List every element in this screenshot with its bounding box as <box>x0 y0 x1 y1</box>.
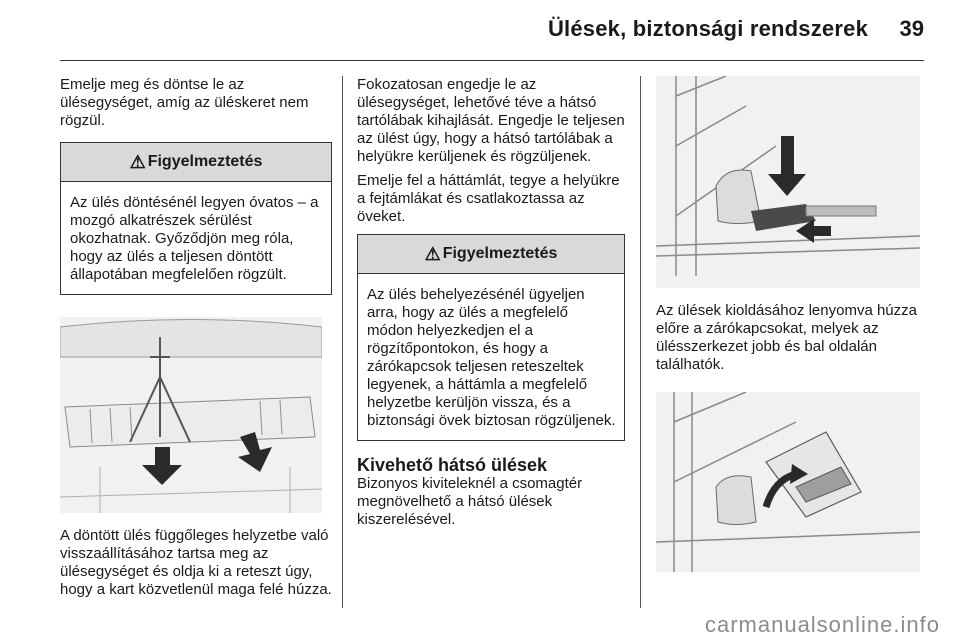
warning-text: Az ülés behelyezésénél ügyeljen arra, hogy az ülés a megfelelő módon helyezkedjen el a rögzítőpontokon, és hogy a zárókapcsok teljesen reteszeltek legyenek, a háttámla a megfelelő helyzetbe kerüljön vissza, és a biztonsági övek biztosan rögzüljenek. <box>367 286 616 429</box>
warning-box <box>357 234 625 441</box>
warning-box <box>60 142 332 295</box>
column-2 <box>357 76 625 529</box>
warning-header <box>358 235 624 274</box>
page-number: 39 <box>899 16 924 41</box>
latch-lift-illustration <box>656 392 920 572</box>
paragraph: Az ülések kioldásához lenyomva húzza előre a zárókapcsokat, melyek az ülésszerkezet jobb és bal oldalán találhatók. <box>656 302 917 373</box>
latch-press-illustration <box>656 76 920 288</box>
paragraph: Bizonyos kiviteleknél a csomagtér megnövelhető a hátsó ülések kiszerelésével. <box>357 475 583 528</box>
warning-triangle-icon: ⚠ <box>424 244 441 264</box>
column-1 <box>60 76 332 599</box>
paragraph: Emelje meg és döntse le az ülésegységet, amíg az üléskeret nem rögzül. <box>60 76 309 129</box>
column-divider-2 <box>640 76 641 608</box>
warning-title: Figyelmeztetés <box>147 153 263 170</box>
warning-title: Figyelmeztetés <box>442 245 558 262</box>
watermark: carmanualsonline.info <box>704 612 940 637</box>
paragraph: Fokozatosan engedje le az ülésegységet, lehetővé téve a hátsó tartólábak kihajlását. Engedje le teljesen az ülést úgy, hogy a hátsó tartólábak a helyükre kerüljenek és rögzüljenek. <box>357 76 625 165</box>
paragraph: A döntött ülés függőleges helyzetbe való visszaállításához tartsa meg az ülésegységet és oldja ki a reteszt úgy, hogy a kart közvetlenül maga felé húzza. <box>60 527 332 598</box>
warning-header <box>61 143 331 182</box>
paragraph: Emelje fel a háttámlát, tegye a helyükre a fejtámlákat és csatlakoztassa az öveket. <box>357 172 620 225</box>
column-3 <box>656 76 928 572</box>
header-title: Ülések, biztonsági rendszerek <box>547 16 868 41</box>
column-divider-1 <box>342 76 343 608</box>
warning-text: Az ülés döntésénél legyen óvatos – a mozgó alkatrészek sérülést okozhatnak. Győződjön meg róla, hogy az ülés a teljesen döntött állapotában megfelelően rögzült. <box>70 194 319 283</box>
header-rule <box>60 60 924 61</box>
seat-fold-illustration <box>60 317 322 513</box>
section-title: Kivehető hátsó ülések <box>357 455 548 475</box>
warning-triangle-icon: ⚠ <box>129 152 146 172</box>
